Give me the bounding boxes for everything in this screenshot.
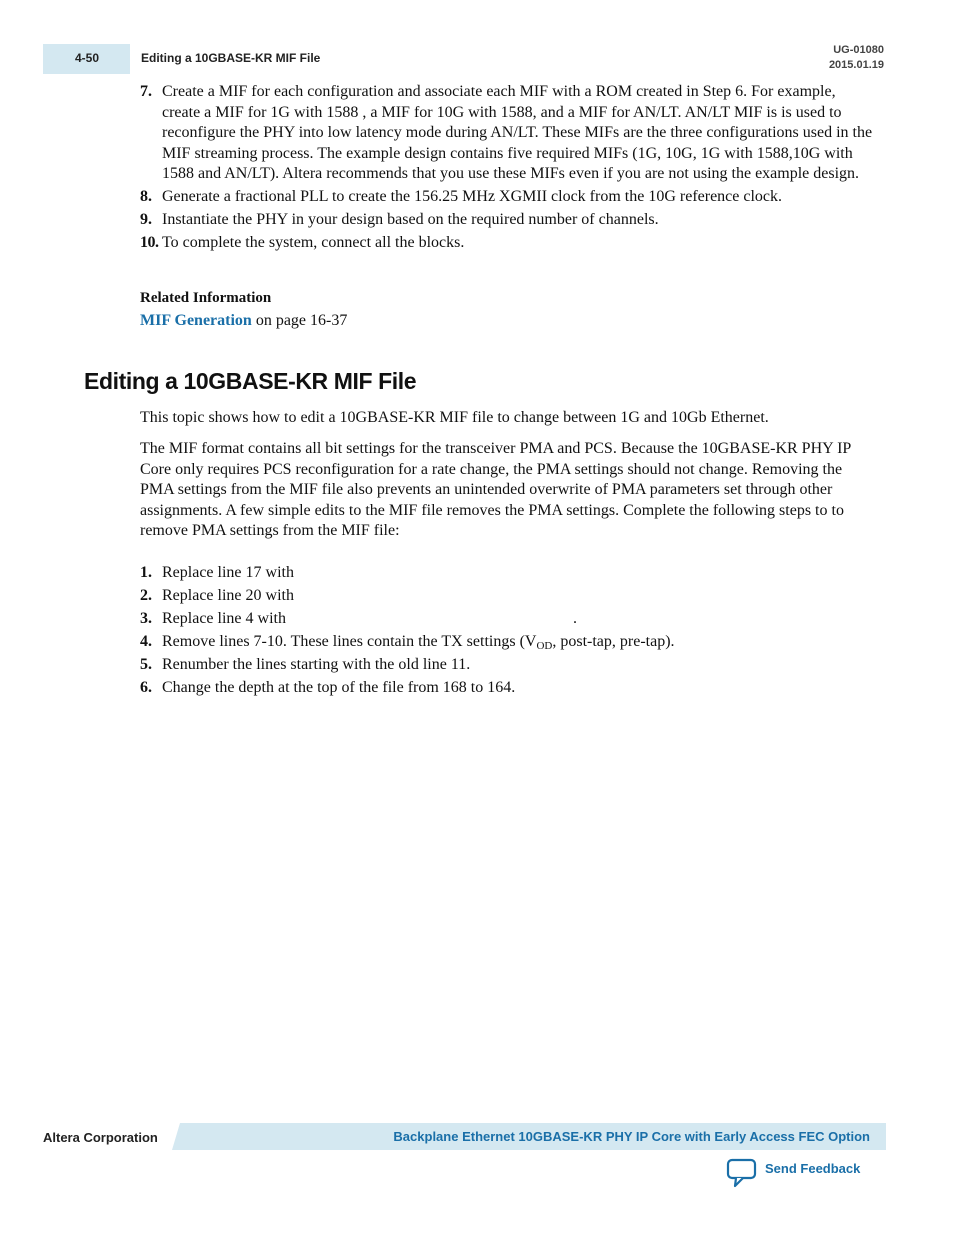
footer-company: Altera Corporation (43, 1130, 158, 1145)
page-number-tab (43, 44, 130, 74)
footer-doc-bar (172, 1123, 886, 1150)
steps-list-bottom (140, 563, 875, 701)
step-text: Instantiate the PHY in your design based on the required number of channels. (162, 210, 659, 228)
doc-date: 2015.01.19 (828, 59, 884, 71)
related-info-heading: Related Information (140, 290, 272, 306)
step-text: Renumber the lines starting with the old line 11. (162, 655, 471, 673)
vod-subscript: OD (536, 639, 553, 652)
list-item (140, 82, 875, 185)
speech-bubble-icon (726, 1158, 758, 1188)
step-number: 10. (140, 233, 159, 251)
step-text: To complete the system, connect all the blocks. (162, 233, 465, 251)
list-item (140, 632, 875, 653)
step-number: 7. (140, 83, 152, 100)
footer-doc-title[interactable]: Backplane Ethernet 10GBASE-KR PHY IP Core with Early Access FEC Option (393, 1129, 870, 1144)
step-number: 8. (140, 188, 152, 206)
list-item (140, 187, 875, 208)
related-link-suffix: on page 16-37 (251, 312, 348, 329)
section-intro (140, 408, 875, 429)
step-number: 2. (140, 586, 152, 604)
list-item (140, 678, 875, 699)
step-number: 1. (140, 564, 152, 581)
section-body (140, 439, 875, 542)
step-text: Generate a fractional PLL to create the 156.25 MHz XGMII clock from the 10G reference clock. (162, 188, 783, 206)
doc-id: UG-01080 (833, 44, 884, 56)
step-text: Replace line 17 with (162, 564, 294, 581)
step-number: 4. (140, 632, 152, 650)
running-header-title: Editing a 10GBASE-KR MIF File (141, 51, 321, 65)
page-number: 4-50 (75, 51, 100, 65)
step-text-cont: , post-tap, pre-tap). (552, 632, 675, 650)
step-number: 6. (140, 678, 152, 696)
step-text: Replace line 4 with (162, 609, 286, 627)
list-item (140, 655, 875, 676)
step-text: Create a MIF for each configuration and associate each MIF with a ROM created in Step 6. For example, create a MIF for 1G with 1588 , a MIF for 10G with 1588, and a MIF for AN/LT. AN/LT MIF is is used to reconfigure the PHY into low latency mode during AN/LT. These MIFs are the three configurations used in the MIF streaming process. The example design contains five required MIFs (1G, 10G, 1G with 1588,10G with 1588 and AN/LT). Altera recommends that you use these MIFs even if you are not using the example design. (162, 83, 873, 183)
mif-generation-link[interactable]: MIF Generation (140, 312, 252, 329)
list-item (140, 233, 875, 254)
doc-meta (829, 43, 884, 73)
list-item (140, 609, 875, 630)
step-text: Remove lines 7-10. These lines contain the TX settings (V (162, 632, 537, 650)
step-number: 3. (140, 609, 152, 627)
related-info-line (140, 312, 347, 330)
body-paragraph: The MIF format contains all bit settings for the transceiver PMA and PCS. Because the 10GBASE-KR PHY IP Core only requires PCS reconfiguration for a rate change, the PMA settings should not change. Removing the PMA settings from the MIF file also prevents an unintended overwrite of PMA parameters set through other assignments. A few simple edits to the MIF file removes the PMA settings. Complete the following steps to to remove PMA settings from the MIF file: (140, 440, 851, 540)
steps-list-top (140, 82, 875, 256)
footer-bar-edge (172, 1123, 180, 1150)
step-text: Change the depth at the top of the file from 168 to 164. (162, 678, 516, 696)
section-heading: Editing a 10GBASE-KR MIF File (84, 368, 417, 394)
intro-paragraph: This topic shows how to edit a 10GBASE-KR MIF file to change between 1G and 10Gb Ethernet. (140, 409, 769, 426)
step-trail: . (572, 609, 577, 627)
step-number: 5. (140, 655, 152, 673)
send-feedback-label[interactable]: Send Feedback (765, 1161, 861, 1176)
step-text: Replace line 20 with (162, 586, 294, 604)
list-item (140, 586, 875, 607)
step-number: 9. (140, 210, 152, 228)
list-item (140, 210, 875, 231)
list-item (140, 563, 875, 584)
